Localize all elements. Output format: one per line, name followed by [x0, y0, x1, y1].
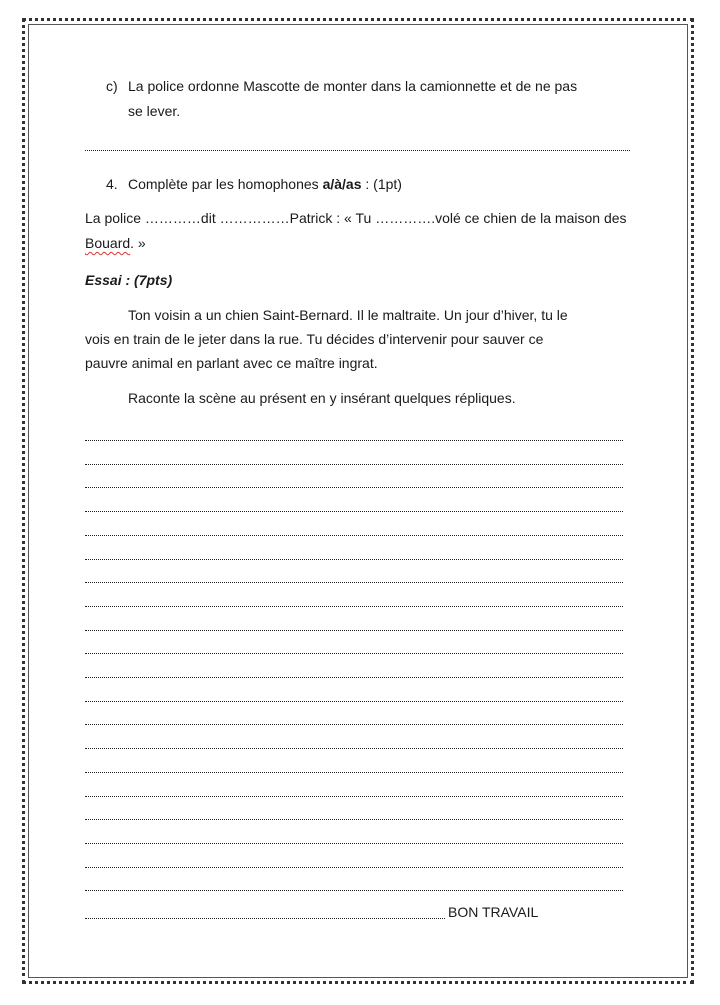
writing-line[interactable] — [85, 559, 623, 560]
closing-text: BON TRAVAIL — [448, 904, 539, 920]
writing-line-last[interactable] — [85, 918, 445, 919]
essay-instruction: Raconte la scène au présent en y insérant quelques répliques. — [128, 390, 516, 406]
page-border-inner — [28, 24, 688, 978]
item-c-line1: La police ordonne Mascotte de monter dans la camionnette et de ne pas — [128, 78, 578, 94]
q4-instruction: Complète par les homophones a/à/as : (1pt) — [128, 176, 402, 192]
writing-line[interactable] — [85, 867, 623, 868]
q4-number: 4. — [106, 176, 118, 192]
writing-line[interactable] — [85, 890, 623, 891]
writing-line[interactable] — [85, 819, 623, 820]
writing-line[interactable] — [85, 511, 623, 512]
item-c-line2: se lever. — [128, 103, 181, 119]
writing-line[interactable] — [85, 464, 623, 465]
writing-line[interactable] — [85, 796, 623, 797]
writing-line[interactable] — [85, 653, 623, 654]
writing-line[interactable] — [85, 724, 623, 725]
item-c-marker: c) — [106, 78, 118, 94]
writing-line[interactable] — [85, 487, 623, 488]
writing-line[interactable] — [85, 748, 623, 749]
fill-sentence-line2: Bouard. » — [85, 235, 146, 251]
writing-line[interactable] — [85, 630, 623, 631]
writing-line[interactable] — [85, 440, 623, 441]
writing-line[interactable] — [85, 772, 623, 773]
writing-line[interactable] — [85, 701, 623, 702]
writing-line[interactable] — [85, 677, 623, 678]
essay-prompt-line3: pauvre animal en parlant avec ce maître ingrat. — [85, 355, 378, 371]
writing-line[interactable] — [85, 843, 623, 844]
answer-line-c[interactable] — [85, 150, 630, 151]
fill-sentence-line1: La police …………dit ……………Patrick : « Tu ………….volé ce chien de la maison des — [85, 210, 627, 226]
writing-line[interactable] — [85, 606, 623, 607]
essay-prompt-line1: Ton voisin a un chien Saint-Bernard. Il le maltraite. Un jour d’hiver, tu le — [128, 307, 568, 323]
writing-line[interactable] — [85, 535, 623, 536]
essay-prompt-line2: vois en train de le jeter dans la rue. Tu décides d’intervenir pour sauver ce — [85, 331, 544, 347]
essay-title: Essai : (7pts) — [85, 272, 173, 288]
writing-line[interactable] — [85, 582, 623, 583]
